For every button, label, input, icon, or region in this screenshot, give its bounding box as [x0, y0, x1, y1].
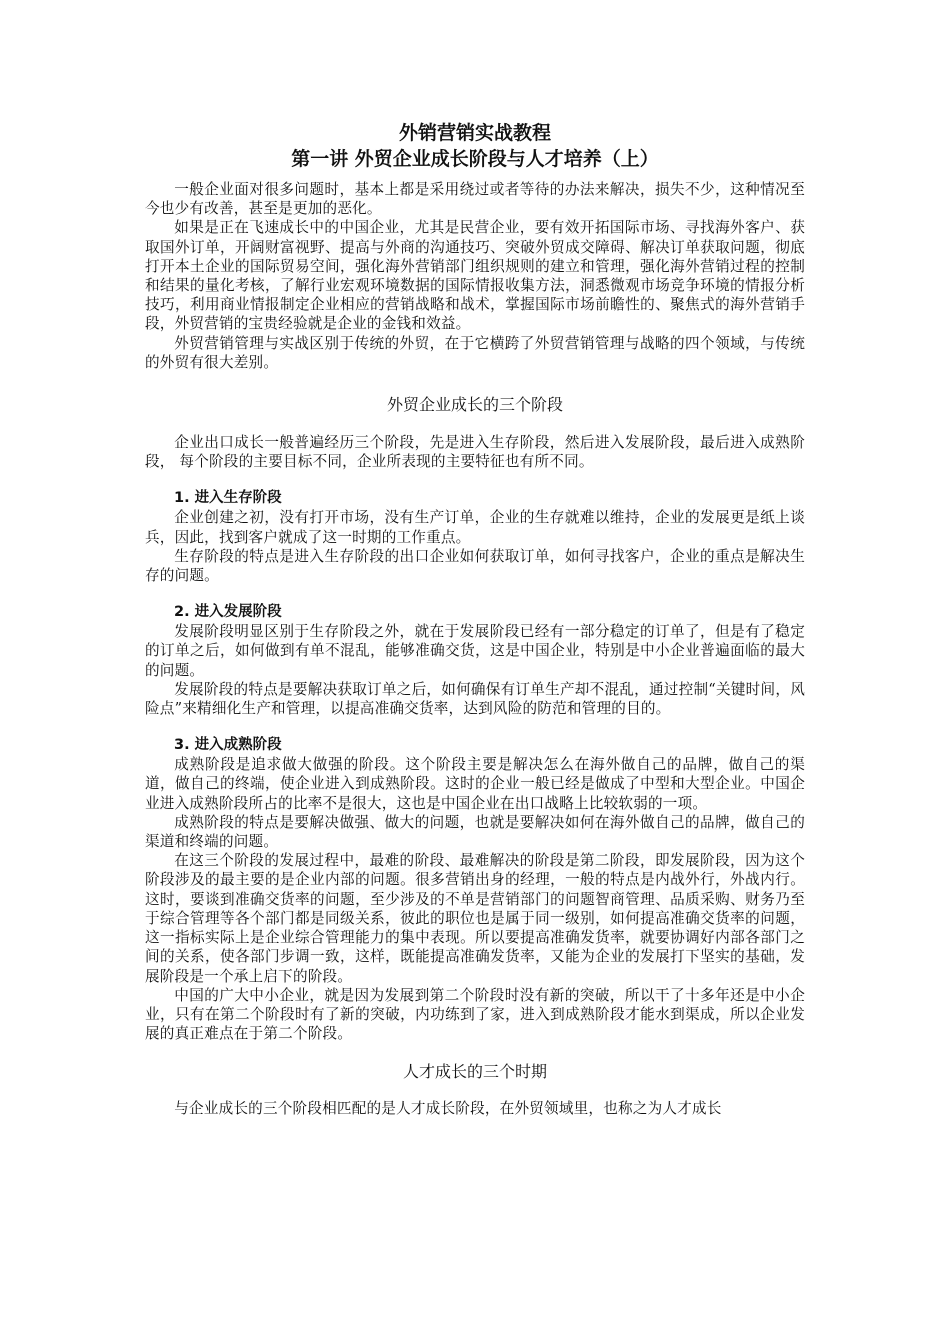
- document-subtitle: 第一讲 外贸企业成长阶段与人才培养（上）: [291, 148, 659, 170]
- stage3-paragraph-4: 中国的广大中小企业，就是因为发展到第二个阶段时没有新的突破，所以干了十多年还是中小企业，只有在第二个阶段时有了新的突破，内功练到了家，进入到成熟阶段才能水到渠成，所以企业发展的真正难点在于第二个阶段。: [145, 986, 805, 1043]
- stage3-heading: 3. 进入成熟阶段: [174, 737, 282, 754]
- stage1-paragraph-2: 生存阶段的特点是进入生存阶段的出口企业如何获取订单，如何寻找客户，企业的重点是解决生存的问题。: [145, 547, 805, 585]
- stage2-paragraph-2: 发展阶段的特点是要解决获取订单之后，如何确保有订单生产却不混乱，通过控制“关键时间，风险点”来精细化生产和管理，以提高准确交货率，达到风险的防范和管理的目的。: [145, 680, 805, 718]
- stage3-paragraph-2: 成熟阶段的特点是要解决做强、做大的问题，也就是要解决如何在海外做自己的品牌，做自己的渠道和终端的问题。: [145, 813, 805, 851]
- title-block: [145, 120, 805, 172]
- stage2-heading: 2. 进入发展阶段: [174, 604, 282, 621]
- intro-paragraph-1: 一般企业面对很多问题时，基本上都是采用绕过或者等待的办法来解决，损失不少，这种情况至今也少有改善，甚至是更加的恶化。: [145, 181, 805, 218]
- stage1-paragraph-1: 企业创建之初，没有打开市场，没有生产订单，企业的生存就难以维持，企业的发展更是纸上谈兵，因此，找到客户就成了这一时期的工作重点。: [145, 509, 805, 546]
- stage3-paragraph-1: 成熟阶段是追求做大做强的阶段。这个阶段主要是解决怎么在海外做自己的品牌，做自己的渠道，做自己的终端，使企业进入到成熟阶段。这时的企业一般已经是做成了中型和大型企业。中国企业进入成熟阶段所占的比率不是很大，这也是中国企业在出口战略上比较软弱的一项。: [145, 756, 805, 812]
- stage3-paragraph-3: 在这三个阶段的发展过程中，最难的阶段、最难解决的阶段是第二阶段，即发展阶段，因为这个阶段涉及的最主要的是企业内部的问题。很多营销出身的经理，一般的特点是内战外行，外战内行。这时，要谈到准确交货率的问题，至少涉及的不单是营销部门的问题智商管理、品质采购、财务乃至于综合管理等各个部门都是同级关系，彼此的职位也是属于同一级别，如何提高准确交货率的问题，这一指标实际上是企业综合管理能力的集中表现。所以要提高准确发货率，就要协调好内部各部门之间的关系，使各部门步调一致，这样，既能提高准确发货率，又能为企业的发展打下坚实的基础，发展阶段是一个承上启下的阶段。: [145, 852, 805, 985]
- section2-heading: 人才成长的三个时期: [402, 1062, 547, 1082]
- intro-paragraph-3: 外贸营销管理与实战区别于传统的外贸，在于它横跨了外贸营销管理与战略的四个领域，与传统的外贸有很大差别。: [145, 334, 805, 371]
- intro-paragraph-2: 如果是正在飞速成长中的中国企业，尤其是民营企业，要有效开拓国际市场、寻找海外客户、获取国外订单，开阔财富视野、提高与外商的沟通技巧、突破外贸成交障碍、解决订单获取问题，彻底打开本土企业的国际贸易空间，强化海外营销部门组织规则的建立和管理，强化海外营销过程的控制和结果的量化考核，了解行业宏观环境数据的国际情报收集方法，洞悉微观市场竞争环境的情报分析技巧，利用商业情报制定企业相应的营销战略和战术，掌握国际市场前瞻性的、聚焦式的海外营销手段，外贸营销的宝贵经验就是企业的金钱和效益。: [145, 219, 805, 333]
- section1-intro: 企业出口成长一般普遍经历三个阶段，先是进入生存阶段，然后进入发展阶段，最后进入成熟阶段， 每个阶段的主要目标不同，企业所表现的主要特征也有所不同。: [145, 434, 805, 471]
- document-page: [145, 120, 805, 1119]
- stage1-heading: 1. 进入生存阶段: [174, 490, 282, 507]
- section2-intro: 与企业成长的三个阶段相匹配的是人才成长阶段，在外贸领域里，也称之为人才成长: [174, 1100, 722, 1118]
- stage2-paragraph-1: 发展阶段明显区别于生存阶段之外，就在于发展阶段已经有一部分稳定的订单了，但是有了稳定的订单之后，如何做到有单不混乱，能够准确交货，这是中国企业，特别是中小企业普遍面临的最大的问题。: [145, 623, 805, 679]
- section1-heading: 外贸企业成长的三个阶段: [386, 395, 563, 415]
- document-title: 外销营销实战教程: [398, 122, 551, 144]
